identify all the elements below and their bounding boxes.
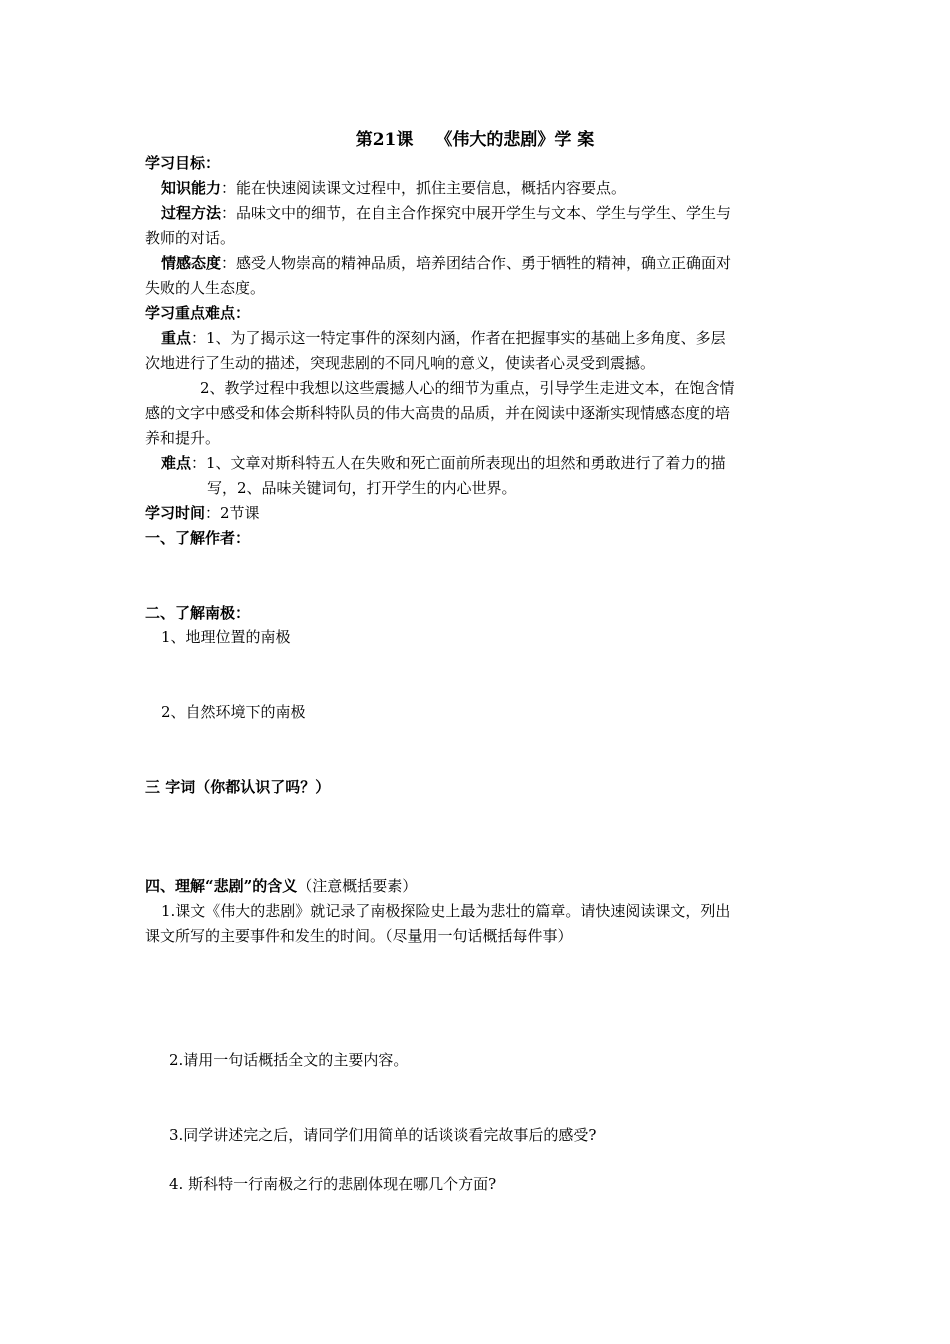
section-4-heading: 四、理解“悲剧”的含义 (145, 877, 298, 895)
difficulty-text: ：1、文章对斯科特五人在失败和死亡面前所表现出的坦然和勇敢进行了着力的描 (191, 454, 726, 472)
focus-point-2-end: 养和提升。 (145, 429, 221, 447)
key-points-heading: 学习重点难点： (145, 304, 251, 322)
knowledge-label: 知识能力 (161, 179, 222, 197)
difficulty-point-cont: 写，2、品味关键词句，打开学生的内心世界。 (207, 479, 517, 497)
focus-1-text: ：1、为了揭示这一特定事件的深刻内涵，作者在把握事实的基础上多角度、多层 (191, 329, 726, 347)
focus-point-2-cont: 感的文字中感受和体会斯科特队员的伟大高贵的品质，并在阅读中逐渐实现情感态度的培 (145, 404, 731, 422)
objectives-heading: 学习目标： (145, 154, 221, 172)
section-2-item-1: 1、地理位置的南极 (161, 628, 291, 646)
emotion-label: 情感态度 (161, 254, 222, 272)
difficulty-label: 难点 (161, 454, 192, 472)
process-label: 过程方法 (161, 204, 222, 222)
emotion-objective (161, 253, 731, 273)
study-time-label: 学习时间 (145, 504, 206, 522)
focus-point-2: 2、教学过程中我想以这些震撼人心的细节为重点，引导学生走进文本，在饱含情 (200, 379, 735, 397)
section-4-note: （注意概括要素） (297, 877, 418, 895)
question-1-cont: 课文所写的主要事件和发生的时间。（尽量用一句话概括每件事） (145, 927, 573, 945)
section-1-heading: 一、了解作者： (145, 529, 251, 547)
question-4: 4. 斯科特一行南极之行的悲剧体现在哪几个方面? (169, 1175, 497, 1193)
section-2-heading: 二、了解南极： (145, 604, 251, 622)
question-1: 1.课文《伟大的悲剧》就记录了南极探险史上最为悲壮的篇章。请快速阅读课文，列出 (161, 902, 731, 920)
emotion-text-cont: 失败的人生态度。 (145, 279, 266, 297)
process-text: ：品味文中的细节，在自主合作探究中展开学生与文本、学生与学生、学生与 (221, 204, 732, 222)
lesson-name: 《伟大的悲剧》学 案 (435, 130, 595, 150)
emotion-text: ：感受人物崇高的精神品质，培养团结合作、勇于牺牲的精神，确立正确面对 (221, 254, 732, 272)
focus-label: 重点 (161, 329, 192, 347)
process-text-cont: 教师的对话。 (145, 229, 236, 247)
process-objective (161, 203, 731, 223)
knowledge-text: ：能在快速阅读课文过程中，抓住主要信息，概括内容要点。 (221, 179, 627, 197)
page-title (0, 128, 950, 152)
knowledge-objective (161, 178, 626, 198)
question-2: 2.请用一句话概括全文的主要内容。 (169, 1051, 409, 1069)
section-2-item-2: 2、自然环境下的南极 (161, 703, 306, 721)
focus-point-1 (161, 328, 726, 348)
question-3: 3.同学讲述完之后，请同学们用简单的话谈谈看完故事后的感受? (169, 1126, 597, 1144)
lesson-number: 第21课 (355, 130, 414, 150)
study-time-text: ：2节课 (205, 504, 260, 522)
section-3-heading: 三 字词（你都认识了吗？） (145, 778, 331, 796)
study-time (145, 503, 260, 523)
focus-point-1-cont: 次地进行了生动的描述，突现悲剧的不同凡响的意义，使读者心灵受到震撼。 (145, 354, 656, 372)
section-4-heading-line (145, 876, 417, 896)
difficulty-point (161, 453, 726, 473)
